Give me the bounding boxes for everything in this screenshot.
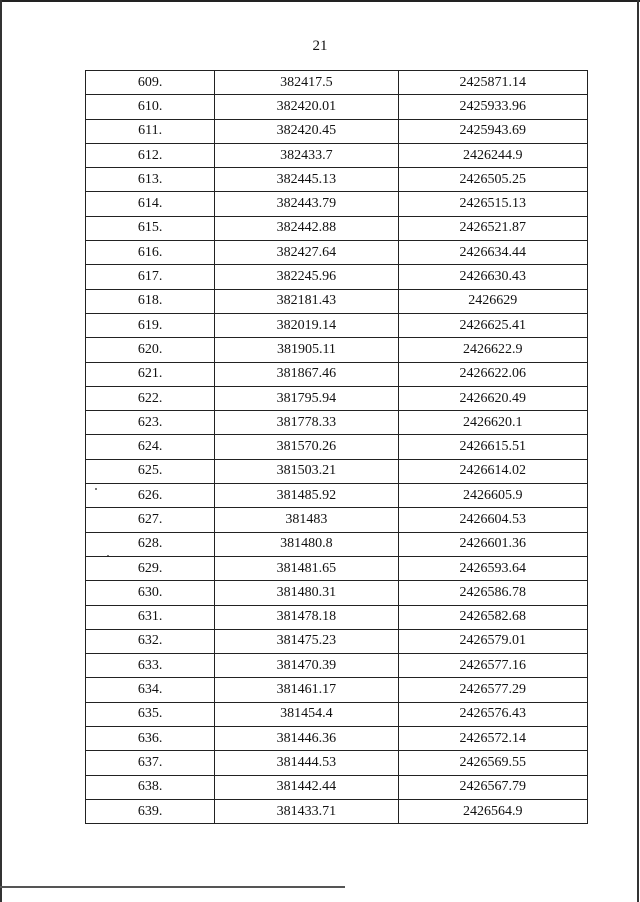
table-row	[86, 629, 588, 653]
point-number-cell: 618.	[86, 289, 215, 313]
y-coordinate-cell: 2425933.96	[398, 95, 587, 119]
table-row	[86, 727, 588, 751]
table-row	[86, 362, 588, 386]
table-row	[86, 678, 588, 702]
y-coordinate-cell: 2426614.02	[398, 459, 587, 483]
x-coordinate-cell: 381778.33	[215, 411, 398, 435]
x-coordinate-cell: 381503.21	[215, 459, 398, 483]
x-coordinate-cell: 381485.92	[215, 484, 398, 508]
table-row	[86, 532, 588, 556]
point-number-cell: 617.	[86, 265, 215, 289]
y-coordinate-cell: 2425871.14	[398, 71, 587, 95]
y-coordinate-cell: 2426576.43	[398, 702, 587, 726]
x-coordinate-cell: 382420.01	[215, 95, 398, 119]
table-row	[86, 95, 588, 119]
y-coordinate-cell: 2426593.64	[398, 556, 587, 580]
point-number-cell: 624.	[86, 435, 215, 459]
point-number-cell: 630.	[86, 581, 215, 605]
point-number-cell: 613.	[86, 168, 215, 192]
point-number-cell: 614.	[86, 192, 215, 216]
y-coordinate-cell: 2426629	[398, 289, 587, 313]
point-number-cell: 629.	[86, 556, 215, 580]
x-coordinate-cell: 381483	[215, 508, 398, 532]
y-coordinate-cell: 2426620.1	[398, 411, 587, 435]
y-coordinate-cell: 2426582.68	[398, 605, 587, 629]
scan-bottom-edge	[0, 886, 345, 888]
table-row	[86, 265, 588, 289]
y-coordinate-cell: 2426569.55	[398, 751, 587, 775]
x-coordinate-cell: 381570.26	[215, 435, 398, 459]
point-number-cell: 619.	[86, 313, 215, 337]
scan-top-edge	[0, 0, 640, 2]
table-row	[86, 702, 588, 726]
table-row	[86, 338, 588, 362]
point-number-cell: 620.	[86, 338, 215, 362]
table-row	[86, 192, 588, 216]
table-row	[86, 581, 588, 605]
point-number-cell: 627.	[86, 508, 215, 532]
x-coordinate-cell: 382019.14	[215, 313, 398, 337]
y-coordinate-cell: 2426515.13	[398, 192, 587, 216]
x-coordinate-cell: 381475.23	[215, 629, 398, 653]
table-row	[86, 71, 588, 95]
y-coordinate-cell: 2426601.36	[398, 532, 587, 556]
point-number-cell: 631.	[86, 605, 215, 629]
table-row	[86, 119, 588, 143]
x-coordinate-cell: 381905.11	[215, 338, 398, 362]
point-number-cell: 622.	[86, 386, 215, 410]
x-coordinate-cell: 382442.88	[215, 216, 398, 240]
x-coordinate-cell: 381444.53	[215, 751, 398, 775]
table-row	[86, 435, 588, 459]
y-coordinate-cell: 2426615.51	[398, 435, 587, 459]
point-number-cell: 625.	[86, 459, 215, 483]
table-row	[86, 775, 588, 799]
point-number-cell: 621.	[86, 362, 215, 386]
point-number-cell: 628.	[86, 532, 215, 556]
point-number-cell: 638.	[86, 775, 215, 799]
x-coordinate-cell: 381454.4	[215, 702, 398, 726]
table-row	[86, 289, 588, 313]
point-number-cell: 634.	[86, 678, 215, 702]
y-coordinate-cell: 2426586.78	[398, 581, 587, 605]
table-row	[86, 143, 588, 167]
x-coordinate-cell: 382245.96	[215, 265, 398, 289]
y-coordinate-cell: 2426505.25	[398, 168, 587, 192]
point-number-cell: 636.	[86, 727, 215, 751]
point-number-cell: 611.	[86, 119, 215, 143]
point-number-cell: 637.	[86, 751, 215, 775]
point-number-cell: 633.	[86, 654, 215, 678]
x-coordinate-cell: 382433.7	[215, 143, 398, 167]
point-number-cell: 623.	[86, 411, 215, 435]
coordinates-table	[85, 70, 588, 824]
y-coordinate-cell: 2426572.14	[398, 727, 587, 751]
coordinates-table-body	[86, 71, 588, 824]
table-row	[86, 605, 588, 629]
table-row	[86, 168, 588, 192]
y-coordinate-cell: 2426634.44	[398, 241, 587, 265]
y-coordinate-cell: 2425943.69	[398, 119, 587, 143]
table-row	[86, 313, 588, 337]
x-coordinate-cell: 381867.46	[215, 362, 398, 386]
table-row	[86, 508, 588, 532]
table-row	[86, 216, 588, 240]
y-coordinate-cell: 2426604.53	[398, 508, 587, 532]
x-coordinate-cell: 381461.17	[215, 678, 398, 702]
y-coordinate-cell: 2426625.41	[398, 313, 587, 337]
point-number-cell: 610.	[86, 95, 215, 119]
x-coordinate-cell: 382427.64	[215, 241, 398, 265]
y-coordinate-cell: 2426605.9	[398, 484, 587, 508]
x-coordinate-cell: 381446.36	[215, 727, 398, 751]
x-coordinate-cell: 382417.5	[215, 71, 398, 95]
page-number: 21	[312, 38, 328, 54]
y-coordinate-cell: 2426579.01	[398, 629, 587, 653]
x-coordinate-cell: 381795.94	[215, 386, 398, 410]
x-coordinate-cell: 382181.43	[215, 289, 398, 313]
x-coordinate-cell: 382420.45	[215, 119, 398, 143]
point-number-cell: 632.	[86, 629, 215, 653]
y-coordinate-cell: 2426521.87	[398, 216, 587, 240]
y-coordinate-cell: 2426630.43	[398, 265, 587, 289]
x-coordinate-cell: 381481.65	[215, 556, 398, 580]
x-coordinate-cell: 381478.18	[215, 605, 398, 629]
table-row	[86, 556, 588, 580]
table-row	[86, 654, 588, 678]
table-row	[86, 411, 588, 435]
y-coordinate-cell: 2426620.49	[398, 386, 587, 410]
x-coordinate-cell: 381442.44	[215, 775, 398, 799]
table-row	[86, 799, 588, 823]
point-number-cell: 635.	[86, 702, 215, 726]
y-coordinate-cell: 2426567.79	[398, 775, 587, 799]
y-coordinate-cell: 2426622.9	[398, 338, 587, 362]
x-coordinate-cell: 382443.79	[215, 192, 398, 216]
y-coordinate-cell: 2426564.9	[398, 799, 587, 823]
x-coordinate-cell: 381480.31	[215, 581, 398, 605]
y-coordinate-cell: 2426244.9	[398, 143, 587, 167]
x-coordinate-cell: 381470.39	[215, 654, 398, 678]
point-number-cell: 616.	[86, 241, 215, 265]
table-row	[86, 751, 588, 775]
table-row	[86, 484, 588, 508]
scan-left-edge	[0, 0, 2, 902]
table-row	[86, 386, 588, 410]
point-number-cell: 626.	[86, 484, 215, 508]
y-coordinate-cell: 2426622.06	[398, 362, 587, 386]
x-coordinate-cell: 382445.13	[215, 168, 398, 192]
y-coordinate-cell: 2426577.29	[398, 678, 587, 702]
y-coordinate-cell: 2426577.16	[398, 654, 587, 678]
table-row	[86, 459, 588, 483]
point-number-cell: 612.	[86, 143, 215, 167]
point-number-cell: 609.	[86, 71, 215, 95]
scan-right-edge	[637, 0, 639, 902]
x-coordinate-cell: 381480.8	[215, 532, 398, 556]
point-number-cell: 639.	[86, 799, 215, 823]
table-row	[86, 241, 588, 265]
point-number-cell: 615.	[86, 216, 215, 240]
x-coordinate-cell: 381433.71	[215, 799, 398, 823]
